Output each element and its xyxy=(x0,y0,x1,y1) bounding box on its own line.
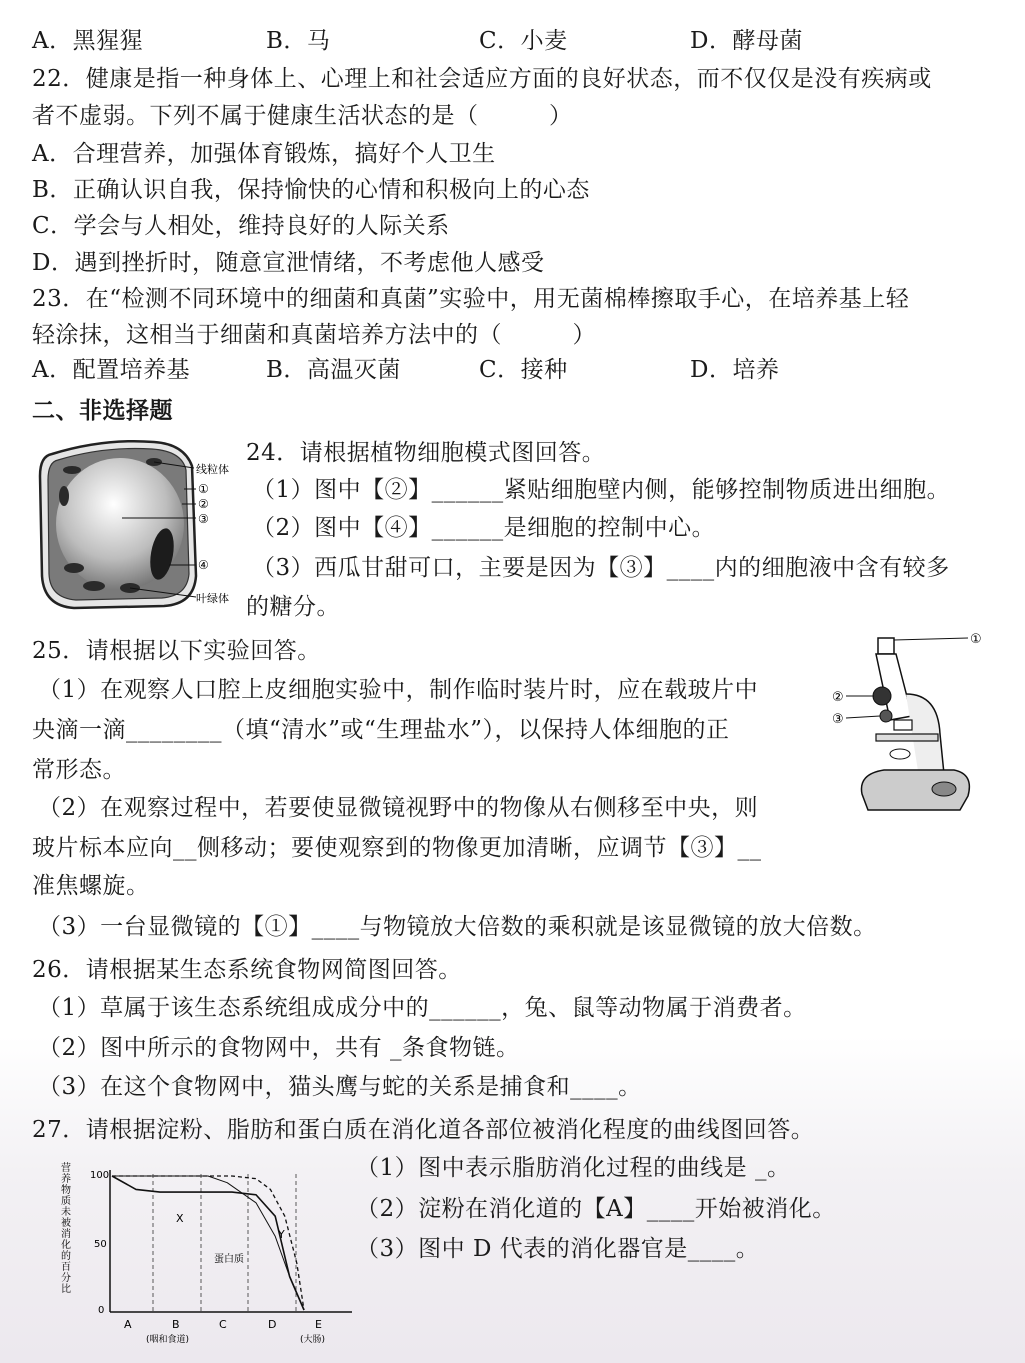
q22-option-b: B．正确认识自我，保持愉快的心情和积极向上的心态 xyxy=(32,177,590,203)
q27-stem: 27．请根据淀粉、脂肪和蛋白质在消化道各部位被消化程度的曲线图回答。 xyxy=(32,1117,815,1143)
label-mitochondria: 线粒体 xyxy=(196,463,229,476)
eyepiece xyxy=(878,638,894,654)
plant-cell-figure xyxy=(34,436,244,612)
curve-protein xyxy=(112,1176,304,1310)
nosepiece xyxy=(894,720,912,730)
q24-part1: （1）图中【②】______紧贴细胞壁内侧，能够控制物质进出细胞。 xyxy=(252,477,951,503)
q23-option-a: A．配置培养基 xyxy=(32,357,191,383)
q25-part1-line1: （1）在观察人口腔上皮细胞实验中，制作临时装片时，应在载玻片中 xyxy=(38,677,759,703)
label-1: ① xyxy=(198,482,209,496)
q23-stem-line2: 轻涂抹，这相当于细菌和真菌培养方法中的（ ） xyxy=(32,322,596,348)
q26-stem: 26．请根据某生态系统食物网简图回答。 xyxy=(32,957,462,983)
curve-X xyxy=(112,1176,304,1310)
q24-stem: 24．请根据植物细胞模式图回答。 xyxy=(246,440,606,466)
label-2: ② xyxy=(198,497,209,511)
curve-Y xyxy=(112,1176,304,1310)
series-label-X: X xyxy=(176,1212,184,1225)
series-label-protein: 蛋白质 xyxy=(214,1254,244,1265)
q21-option-b: B．马 xyxy=(266,28,331,54)
q23-option-c: C．接种 xyxy=(479,357,568,383)
label-4: ④ xyxy=(198,558,209,572)
q25-part1-line3: 常形态。 xyxy=(32,757,126,783)
q26-part2: （2）图中所示的食物网中，共有 _条食物链。 xyxy=(38,1035,520,1061)
xtick-B: B xyxy=(172,1318,180,1331)
ytick-100: 100 xyxy=(90,1170,110,1181)
microscope-label-1: ① xyxy=(970,632,982,647)
q26-part1: （1）草属于该生态系统组成成分中的______，兔、鼠等动物属于消费者。 xyxy=(38,995,807,1021)
q24-part3-line2: 的糖分。 xyxy=(246,594,340,620)
q22-stem-line2: 者不虚弱。下列不属于健康生活状态的是（ ） xyxy=(32,103,573,129)
coarse-focus xyxy=(873,687,891,705)
ytick-50: 50 xyxy=(94,1239,107,1250)
series-label-Y: Y xyxy=(278,1228,285,1241)
base-knob xyxy=(932,782,956,796)
label-chloroplast: 叶绿体 xyxy=(196,592,229,605)
q23-stem-line1: 23．在“检测不同环境中的细菌和真菌”实验中，用无菌棉棒擦取手心，在培养基上轻 xyxy=(32,286,910,312)
xnote-large-intestine: (大肠) xyxy=(300,1335,326,1345)
q27-part3: （3）图中 D 代表的消化器官是____。 xyxy=(356,1236,760,1262)
xtick-A: A xyxy=(124,1318,132,1331)
fine-focus xyxy=(880,710,892,722)
label-3: ③ xyxy=(198,512,209,526)
q21-option-a: A．黑猩猩 xyxy=(32,28,144,54)
q22-option-d: D．遇到挫折时，随意宣泄情绪，不考虑他人感受 xyxy=(32,250,545,276)
mirror xyxy=(890,749,910,759)
q21-option-d: D．酵母菌 xyxy=(690,28,803,54)
xtick-C: C xyxy=(219,1318,227,1331)
q25-part3: （3）一台显微镜的【①】____与物镜放大倍数的乘积就是该显微镜的放大倍数。 xyxy=(38,914,877,940)
q22-option-c: C．学会与人相处，维持良好的人际关系 xyxy=(32,213,450,239)
chloroplast xyxy=(64,563,84,573)
q23-option-d: D．培养 xyxy=(690,357,780,383)
microscope-label-3: ③ xyxy=(832,712,844,727)
q23-option-b: B．高温灭菌 xyxy=(266,357,401,383)
chloroplast xyxy=(59,486,69,506)
microscope-figure xyxy=(828,624,996,824)
xnote-pharynx: (咽和食道) xyxy=(146,1335,190,1345)
q24-part3-line1: （3）西瓜甘甜可口，主要是因为【③】____内的细胞液中含有较多 xyxy=(252,555,950,581)
xtick-E: E xyxy=(315,1318,322,1331)
stage xyxy=(876,734,938,741)
ytick-0: 0 xyxy=(98,1305,105,1316)
q25-part2-line2: 玻片标本应向__侧移动；要使观察到的物像更加清晰，应调节【③】__ xyxy=(32,835,762,861)
q25-part2-line1: （2）在观察过程中，若要使显微镜视野中的物像从右侧移至中央，则 xyxy=(38,795,759,821)
q22-stem-line1: 22．健康是指一种身体上、心理上和社会适应方面的良好状态，而不仅仅是没有疾病或 xyxy=(32,66,932,92)
q22-option-a: A．合理营养，加强体育锻炼，搞好个人卫生 xyxy=(32,141,496,167)
digestion-chart xyxy=(56,1152,356,1352)
q25-stem: 25．请根据以下实验回答。 xyxy=(32,638,321,664)
microscope-label-2: ② xyxy=(832,690,844,705)
chloroplast xyxy=(63,466,81,474)
xtick-D: D xyxy=(268,1318,277,1331)
q21-option-c: C．小麦 xyxy=(479,28,568,54)
q24-part2: （2）图中【④】______是细胞的控制中心。 xyxy=(252,515,716,541)
q27-part1: （1）图中表示脂肪消化过程的曲线是 _。 xyxy=(356,1155,791,1181)
q25-part2-line3: 准焦螺旋。 xyxy=(32,873,150,899)
q27-part2: （2）淀粉在消化道的【A】____开始被消化。 xyxy=(356,1196,836,1222)
chart-ylabel: 营养物质未被消化的百分比 xyxy=(58,1162,70,1294)
q26-part3: （3）在这个食物网中，猫头鹰与蛇的关系是捕食和____。 xyxy=(38,1074,642,1100)
q25-part1-line2: 央滴一滴________（填“清水”或“生理盐水”），以保持人体细胞的正 xyxy=(32,717,730,743)
section-title: 二、非选择题 xyxy=(32,397,173,424)
chloroplast xyxy=(83,581,105,591)
